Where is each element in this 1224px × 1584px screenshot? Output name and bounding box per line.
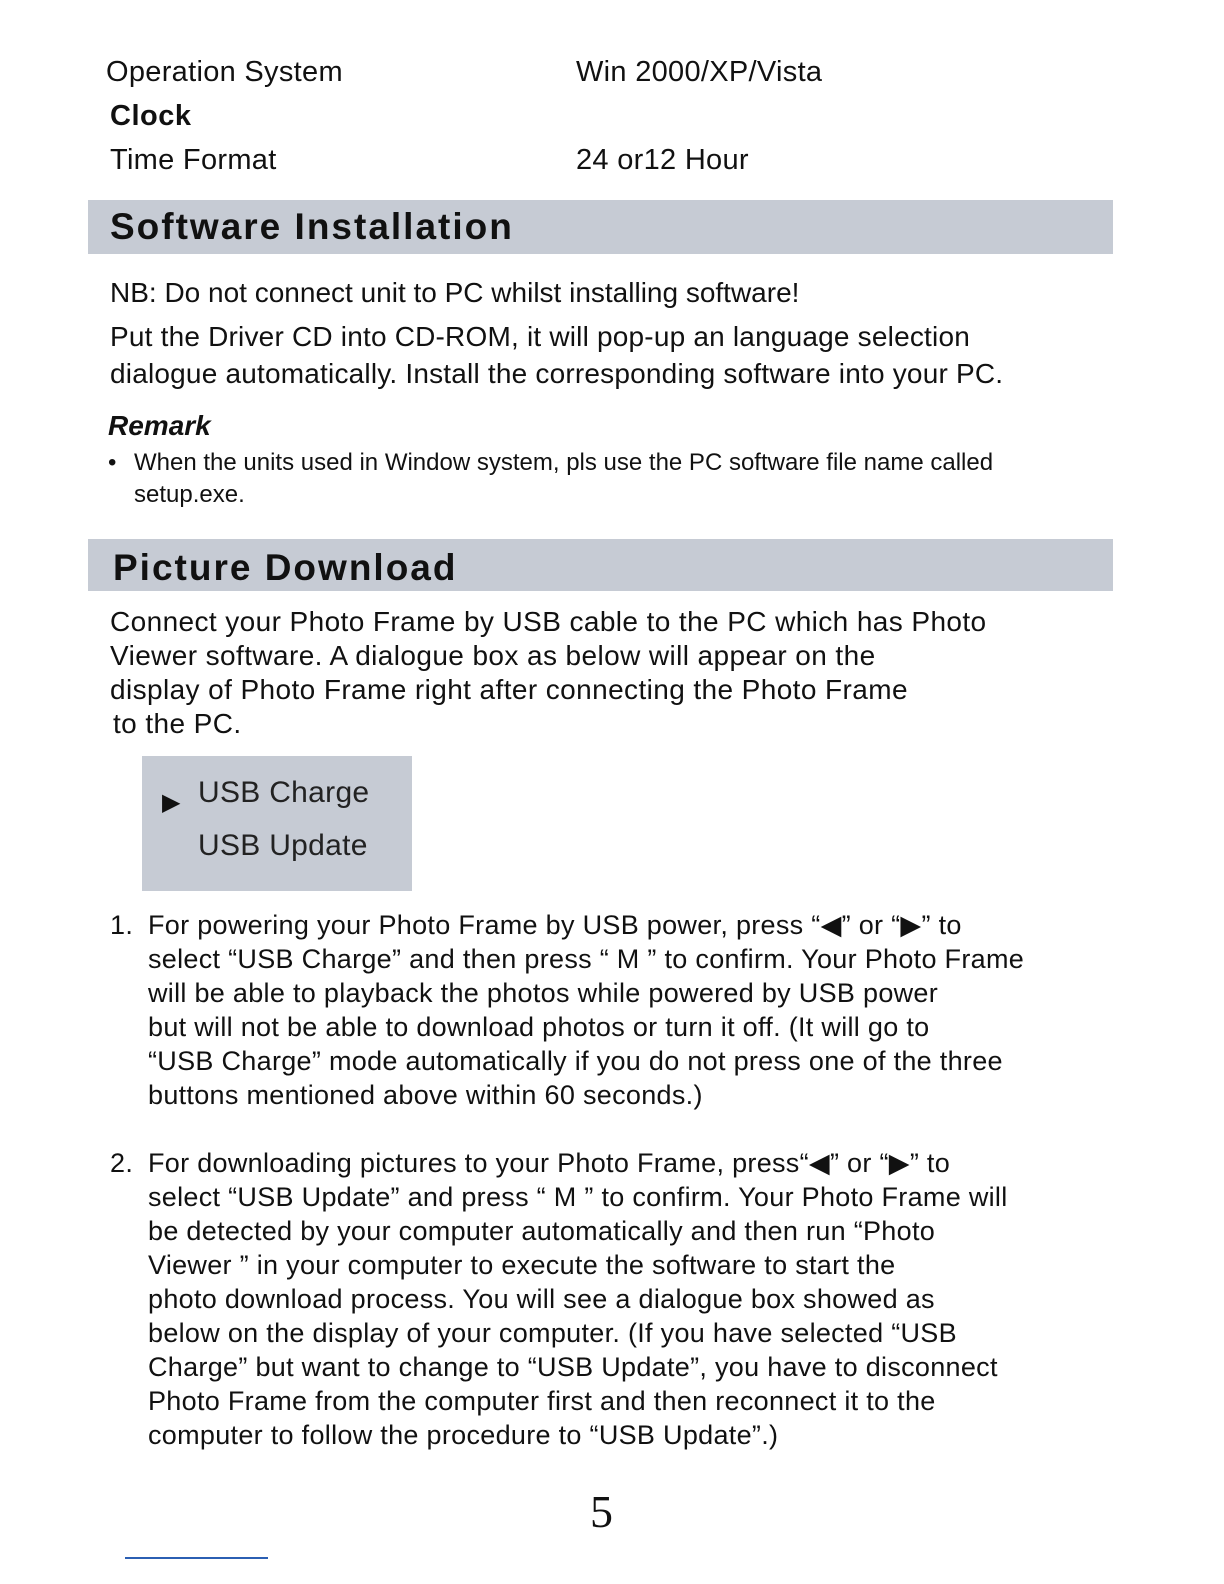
step-line: buttons mentioned above within 60 seconds.) <box>148 1080 703 1110</box>
step-line: below on the display of your computer. (If you have selected “USB <box>148 1318 957 1348</box>
bullet-line: When the units used in Window system, pls use the PC software file name called <box>134 449 994 476</box>
intro-line: display of Photo Frame right after connecting the Photo Frame <box>110 674 908 705</box>
bullet-line: setup.exe. <box>134 481 245 508</box>
spec-label-time-format: Time Format <box>110 144 277 176</box>
spec-label-os: Operation System <box>106 56 343 88</box>
intro-line: Connect your Photo Frame by USB cable to the PC which has Photo <box>110 606 987 637</box>
step-line: be detected by your computer automatically and then run “Photo <box>148 1216 936 1246</box>
section-title: Picture Download <box>113 547 458 588</box>
step-line: “USB Charge” mode automatically if you do not press one of the three <box>148 1046 1003 1076</box>
step-number: 1. <box>110 910 134 940</box>
step-line: photo download process. You will see a dialogue box showed as <box>148 1284 935 1314</box>
remark-heading: Remark <box>108 410 211 441</box>
clock-heading: Clock <box>110 100 192 132</box>
picture-download-intro <box>110 605 987 741</box>
step-line: select “USB Update” and press “ M ” to confirm. Your Photo Frame will <box>148 1182 1008 1212</box>
step-line: select “USB Charge” and then press “ M ” to confirm. Your Photo Frame <box>148 944 1025 974</box>
usb-mode-dialog <box>142 756 412 891</box>
spec-value-os: Win 2000/XP/Vista <box>576 56 823 88</box>
menu-item-usb-update[interactable]: USB Update <box>198 829 368 862</box>
install-instructions <box>110 318 1003 392</box>
menu-item-usb-charge[interactable]: USB Charge <box>198 776 370 809</box>
step-line: Photo Frame from the computer first and then reconnect it to the <box>148 1386 936 1416</box>
nb-warning: NB: Do not connect unit to PC whilst installing software! <box>110 277 800 308</box>
step-line: will be able to playback the photos while powered by USB power <box>148 978 939 1008</box>
footer-rule <box>125 1557 268 1559</box>
intro-line: to the PC. <box>113 708 242 739</box>
step-line: computer to follow the procedure to “USB Update”.) <box>148 1420 779 1450</box>
selection-arrow-icon: ▶ <box>162 789 181 816</box>
bullet-dot-icon: • <box>108 449 117 476</box>
step-number: 2. <box>110 1148 134 1178</box>
step-line: For downloading pictures to your Photo Frame, press“◀” or “▶” to <box>148 1148 951 1178</box>
step-text <box>148 1146 1008 1452</box>
step-line: Viewer ” in your computer to execute the software to start the <box>148 1250 896 1280</box>
step-line: but will not be able to download photos or turn it off. (It will go to <box>148 1012 930 1042</box>
section-header-picture-download <box>88 539 1113 591</box>
spec-value-time-format: 24 or12 Hour <box>576 144 749 176</box>
step-text <box>148 908 1024 1112</box>
section-title: Software Installation <box>110 206 514 247</box>
remark-bullet-text <box>134 447 993 511</box>
install-line: Put the Driver CD into CD-ROM, it will pop-up an language selection <box>110 321 970 352</box>
page-number: 5 <box>590 1486 613 1537</box>
install-line: dialogue automatically. Install the corresponding software into your PC. <box>110 358 1004 389</box>
intro-line: Viewer software. A dialogue box as below will appear on the <box>110 640 876 671</box>
section-header-software-installation <box>88 200 1113 254</box>
step-line: For powering your Photo Frame by USB power, press “◀” or “▶” to <box>148 910 962 940</box>
step-line: Charge” but want to change to “USB Update”, you have to disconnect <box>148 1352 998 1382</box>
